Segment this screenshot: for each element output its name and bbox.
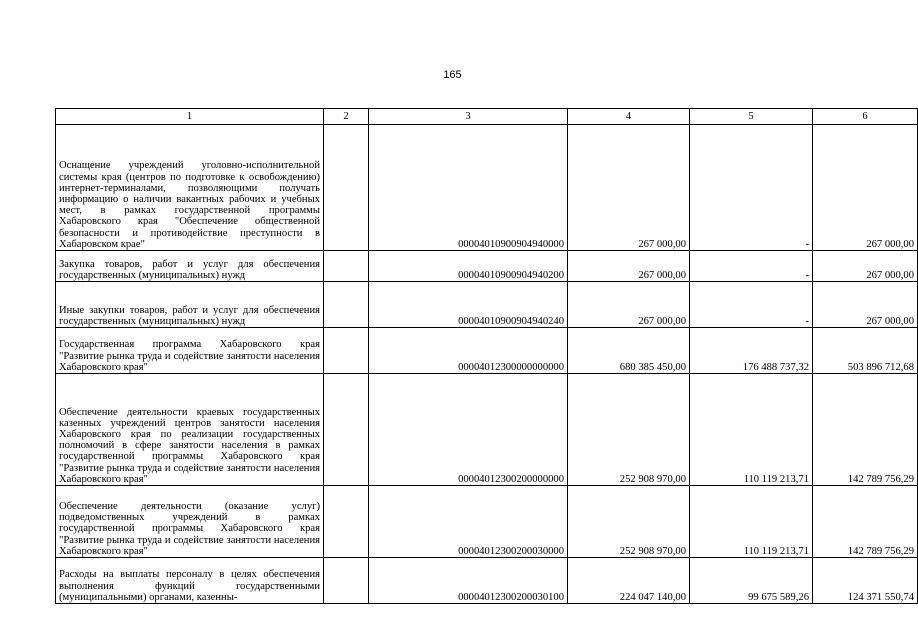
amount-col-6: 267 000,00: [813, 282, 918, 328]
expense-name: Обеспечение деятельности (оказание услуг) подведомственных учреждений в рамках государственной программы Хабаровского края "Развитие рынка труда и содействие занятости населения Хабаровского края": [56, 486, 324, 558]
budget-code: 00004010900904940240: [369, 282, 568, 328]
amount-col-4: 680 385 450,00: [568, 328, 690, 374]
amount-col-6: 267 000,00: [813, 125, 918, 251]
expense-name: Обеспечение деятельности краевых государственных казенных учреждений центров занятости населения Хабаровского края по реализации государственных полномочий в сфере занятости населения в рамках государственной программы Хабаровского края "Развитие рынка труда и содействие занятости населения Хабаровского края": [56, 374, 324, 486]
column-2-cell: [324, 486, 369, 558]
table-row: [56, 328, 918, 374]
budget-code: 00004010900904940000: [369, 125, 568, 251]
amount-col-6: 124 371 550,74: [813, 558, 918, 604]
table-row: [56, 282, 918, 328]
amount-col-6: 267 000,00: [813, 251, 918, 282]
column-2-cell: [324, 282, 369, 328]
budget-table: [55, 108, 918, 604]
amount-col-5: 110 119 213,71: [690, 374, 813, 486]
amount-col-6: 503 896 712,68: [813, 328, 918, 374]
budget-code: 00004010900904940200: [369, 251, 568, 282]
table-row: [56, 558, 918, 604]
table-header-row: [56, 109, 918, 125]
column-header-4: 4: [568, 109, 690, 125]
budget-code: 00004012300200000000: [369, 374, 568, 486]
table-row: [56, 486, 918, 558]
budget-code: 00004012300200030000: [369, 486, 568, 558]
amount-col-4: 267 000,00: [568, 125, 690, 251]
expense-name: Иные закупки товаров, работ и услуг для обеспечения государственных (муниципальных) нужд: [56, 282, 324, 328]
amount-col-4: 267 000,00: [568, 251, 690, 282]
table-row: [56, 374, 918, 486]
column-header-1: 1: [56, 109, 324, 125]
amount-col-5: -: [690, 282, 813, 328]
column-header-3: 3: [369, 109, 568, 125]
amount-col-6: 142 789 756,29: [813, 374, 918, 486]
budget-code: 00004012300000000000: [369, 328, 568, 374]
column-header-5: 5: [690, 109, 813, 125]
budget-code: 00004012300200030100: [369, 558, 568, 604]
amount-col-5: -: [690, 125, 813, 251]
column-2-cell: [324, 125, 369, 251]
page-number: 165: [443, 69, 462, 81]
amount-col-5: 99 675 589,26: [690, 558, 813, 604]
table-row: [56, 125, 918, 251]
column-2-cell: [324, 251, 369, 282]
amount-col-5: 176 488 737,32: [690, 328, 813, 374]
column-2-cell: [324, 558, 369, 604]
table-row: [56, 251, 918, 282]
amount-col-5: 110 119 213,71: [690, 486, 813, 558]
expense-name: Оснащение учреждений уголовно-исполнительной системы края (центров по подготовке к освобождению) интернет-терминалами, позволяющими получать информацию о наличии вакантных рабочих и учебных мест, в рамках государственной программы Хабаровского края "Обеспечение общественной безопасности и противодействие преступности в Хабаровском крае": [56, 125, 324, 251]
column-header-6: 6: [813, 109, 918, 125]
amount-col-4: 252 908 970,00: [568, 374, 690, 486]
amount-col-4: 224 047 140,00: [568, 558, 690, 604]
amount-col-5: -: [690, 251, 813, 282]
expense-name: Государственная программа Хабаровского края "Развитие рынка труда и содействие занятости населения Хабаровского края": [56, 328, 324, 374]
amount-col-4: 252 908 970,00: [568, 486, 690, 558]
expense-name: Закупка товаров, работ и услуг для обеспечения государственных (муниципальных) нужд: [56, 251, 324, 282]
column-2-cell: [324, 328, 369, 374]
expense-name: Расходы на выплаты персоналу в целях обеспечения выполнения функций государственными (муниципальными) органами, казенны-: [56, 558, 324, 604]
amount-col-4: 267 000,00: [568, 282, 690, 328]
column-2-cell: [324, 374, 369, 486]
column-header-2: 2: [324, 109, 369, 125]
amount-col-6: 142 789 756,29: [813, 486, 918, 558]
